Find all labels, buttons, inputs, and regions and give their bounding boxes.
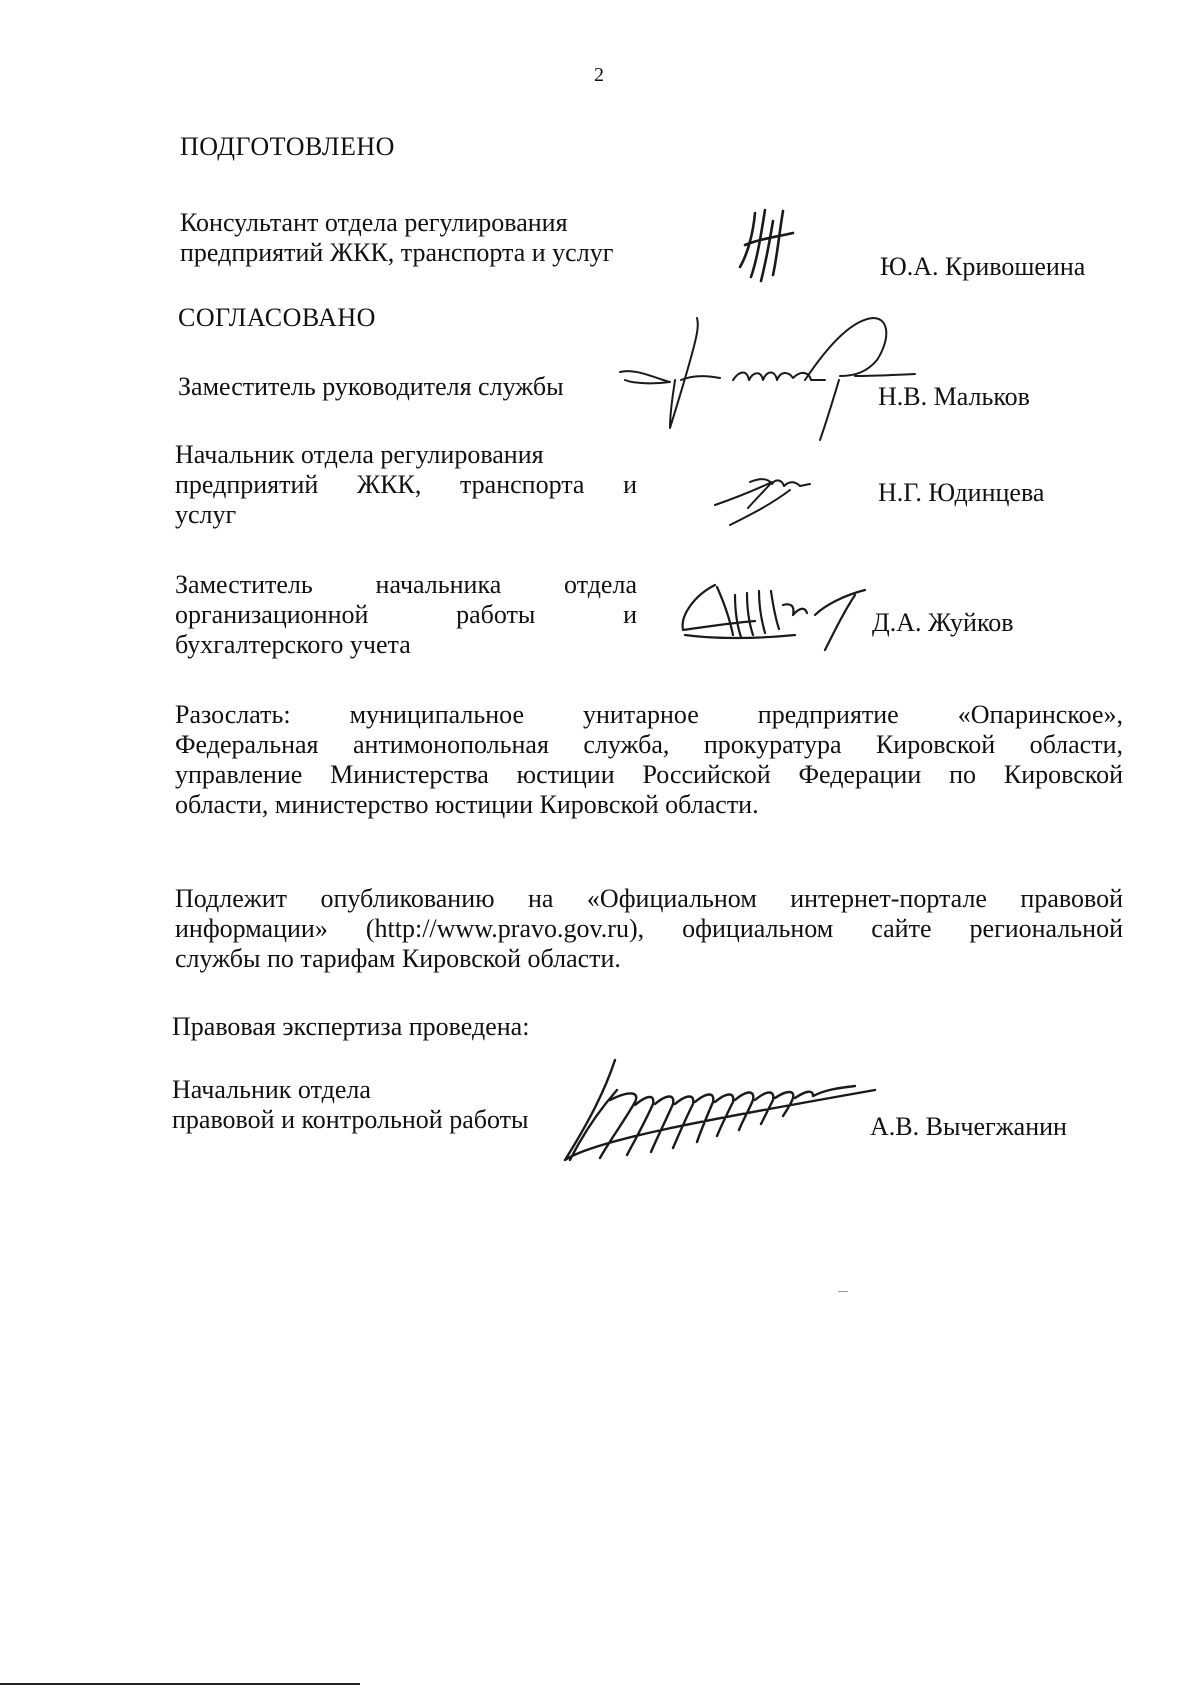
- position-line: Начальник отдела регулирования: [175, 440, 544, 469]
- position-line: Заместитель руководителя службы: [178, 372, 564, 401]
- position-line: правовой и контрольной работы: [172, 1105, 529, 1134]
- position-line: Начальник отдела: [172, 1075, 371, 1104]
- position-line: бухгалтерского учета: [175, 630, 411, 659]
- publication-block: [175, 884, 1123, 974]
- scan-speck: [838, 1291, 848, 1292]
- signature-krivosheina: [735, 205, 815, 285]
- publication-line: службы по тарифам Кировской области.: [175, 944, 621, 973]
- signature-vychegzhanin: [555, 1060, 885, 1170]
- page-number: 2: [594, 64, 604, 86]
- prepared-position: [180, 208, 613, 268]
- legal-review-label: Правовая экспертиза проведена:: [172, 1012, 530, 1041]
- prepared-heading: ПОДГОТОВЛЕНО: [180, 132, 395, 161]
- position-line: предприятий ЖКК, транспорта и услуг: [180, 238, 614, 267]
- legal-review-name: А.В. Вычегжанин: [870, 1112, 1067, 1141]
- signatory-name: Д.А. Жуйков: [872, 608, 1014, 637]
- signatory-position: [178, 372, 564, 402]
- distribution-line: области, министерство юстиции Кировской области.: [175, 790, 759, 819]
- publication-line: Подлежит опубликованию на «Официальном интернет-портале правовой: [175, 884, 1123, 913]
- position-line: Консультант отдела регулирования: [180, 208, 568, 237]
- agreed-heading: СОГЛАСОВАНО: [178, 303, 376, 332]
- position-line: услуг: [175, 500, 237, 529]
- distribution-line: Разослать: муниципальное унитарное предприятие «Опаринское»,: [175, 700, 1123, 729]
- signature-zhuikov: [675, 575, 875, 655]
- position-line: организационной работы и: [175, 600, 637, 629]
- footer-rule: [0, 1683, 360, 1685]
- signatory-position: [175, 440, 637, 530]
- publication-line: информации» (http://www.pravo.gov.ru), официальном сайте региональной: [175, 914, 1123, 943]
- prepared-name: Ю.А. Кривошеина: [880, 252, 1086, 281]
- legal-review-position: [172, 1075, 528, 1135]
- signatory-name: Н.В. Мальков: [878, 382, 1030, 411]
- signatory-name: Н.Г. Юдинцева: [878, 478, 1045, 507]
- signatory-position: [175, 570, 637, 660]
- position-line: Заместитель начальника отдела: [175, 570, 637, 599]
- distribution-line: управление Министерства юстиции Российской Федерации по Кировской: [175, 760, 1123, 789]
- signature-yudintseva: [710, 460, 820, 530]
- position-line: предприятий ЖКК, транспорта и: [175, 470, 637, 499]
- distribution-line: Федеральная антимонопольная служба, прокуратура Кировской области,: [175, 730, 1123, 759]
- signature-malkov: [615, 310, 915, 440]
- distribution-block: [175, 700, 1123, 820]
